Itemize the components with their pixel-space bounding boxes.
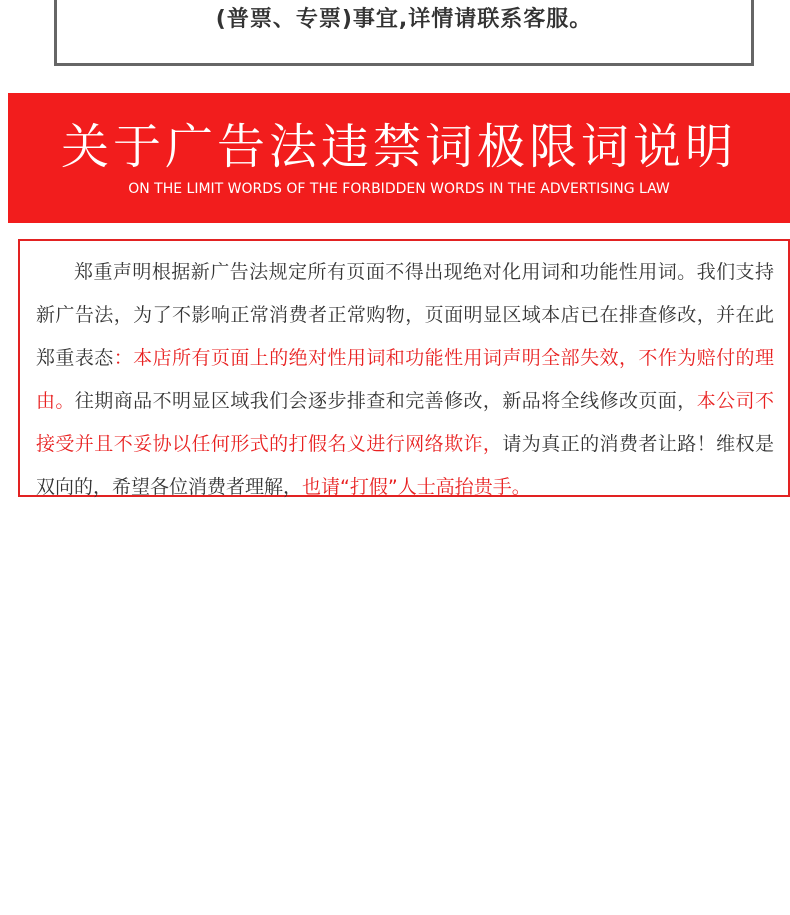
banner-subtitle: ON THE LIMIT WORDS OF THE FORBIDDEN WORDS IN THE ADVERTISING LAW [128,181,670,197]
notice-box [18,239,790,497]
notice-text-3: 请为真正的消费者让路！维权是双向的，希望各位消费者理解， [36,433,774,498]
notice-text-2: 往期商品不明显区域我们会逐步排查和完善修改，新品将全线修改页面， [74,390,697,412]
notice-highlight-1: ：本店所有页面上的绝对性用词和功能性用词声明全部失效，不作为赔付的理由。 [36,347,774,412]
banner-title: 关于广告法违禁词极限词说明 [60,119,737,175]
top-notice-text: (普票、专票)事宜,详情请联系客服。 [215,7,593,32]
top-notice-box [54,0,754,66]
notice-text-1: 郑重声明根据新广告法规定所有页面不得出现绝对化用词和功能性用词。我们支持新广告法，为了不影响正常消费者正常购物，页面明显区域本店已在排查修改，并在此郑重表态 [36,261,774,369]
notice-highlight-2: 本公司不接受并且不妥协以任何形式的打假名义进行网络欺诈， [36,390,774,455]
notice-highlight-3: 也请“打假”人士高抬贵手。 [302,476,531,498]
title-banner [8,93,790,223]
notice-paragraph [36,251,774,509]
